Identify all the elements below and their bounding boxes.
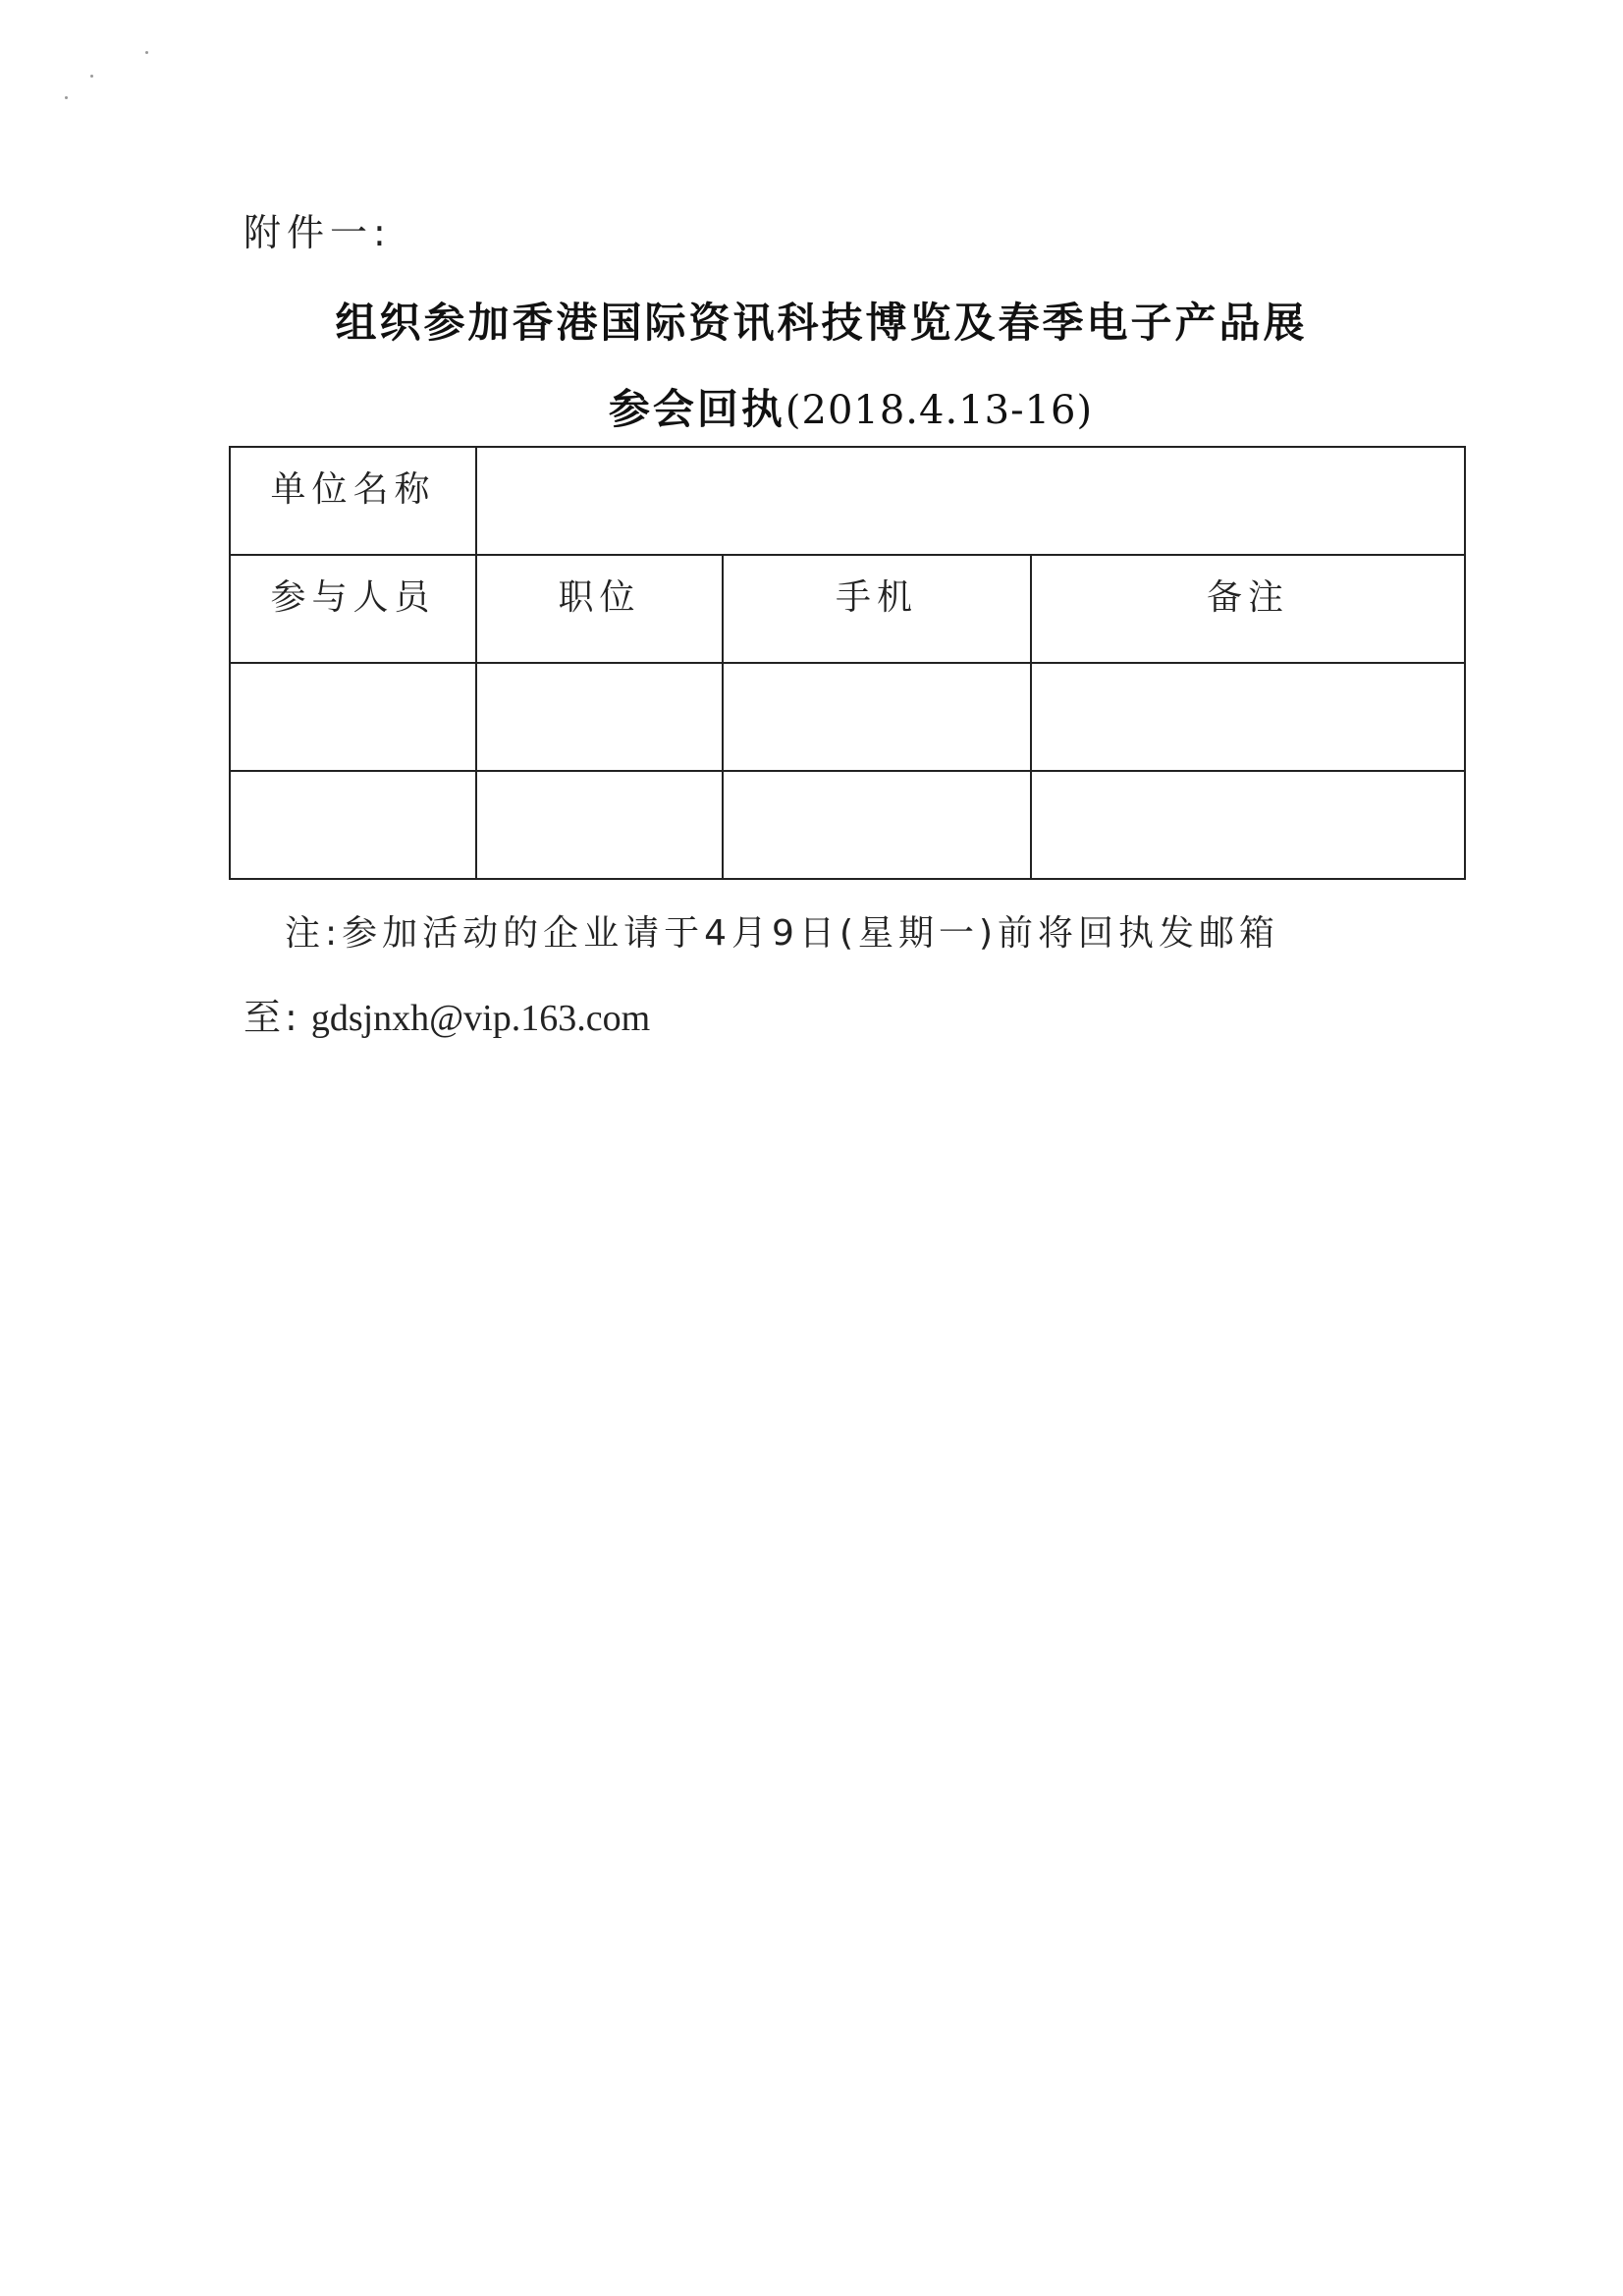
participant-cell[interactable] — [230, 663, 476, 771]
org-row — [230, 447, 1465, 555]
note-email-prefix: 至: — [243, 996, 301, 1039]
table-row — [230, 771, 1465, 879]
note-email-line — [243, 987, 650, 1041]
table-row — [230, 663, 1465, 771]
position-cell[interactable] — [476, 663, 723, 771]
header-participants: 参与人员 — [270, 577, 436, 618]
remarks-cell[interactable] — [1031, 771, 1465, 879]
note-text: 注:参加活动的企业请于4月9日(星期一)前将回执发邮箱 — [285, 913, 1280, 954]
header-cell — [723, 555, 1031, 663]
scan-speck — [90, 75, 93, 78]
header-cell — [476, 555, 723, 663]
position-cell[interactable] — [476, 771, 723, 879]
remarks-cell[interactable] — [1031, 663, 1465, 771]
header-row — [230, 555, 1465, 663]
scan-speck — [145, 51, 148, 54]
receipt-table — [229, 446, 1466, 880]
header-remarks: 备注 — [1207, 577, 1290, 618]
mobile-cell[interactable] — [723, 771, 1031, 879]
header-mobile: 手机 — [835, 577, 918, 618]
header-cell — [1031, 555, 1465, 663]
org-name-label-cell — [230, 447, 476, 555]
header-cell — [230, 555, 476, 663]
scan-speck — [65, 96, 68, 99]
org-name-field[interactable] — [476, 447, 1465, 555]
org-name-label: 单位名称 — [270, 469, 436, 510]
mobile-cell[interactable] — [723, 663, 1031, 771]
email-address: gdsjnxh@vip.163.com — [310, 998, 651, 1039]
document-subtitle — [0, 377, 1623, 436]
subtitle-main: 参会回执 — [608, 385, 785, 433]
document-title: 组织参加香港国际资讯科技博览及春季电子产品展 — [335, 299, 1308, 347]
attachment-label: 附件一: — [243, 211, 392, 254]
participant-cell[interactable] — [230, 771, 476, 879]
subtitle-date: (2018.4.13-16) — [784, 388, 1094, 433]
header-position: 职位 — [558, 577, 641, 618]
